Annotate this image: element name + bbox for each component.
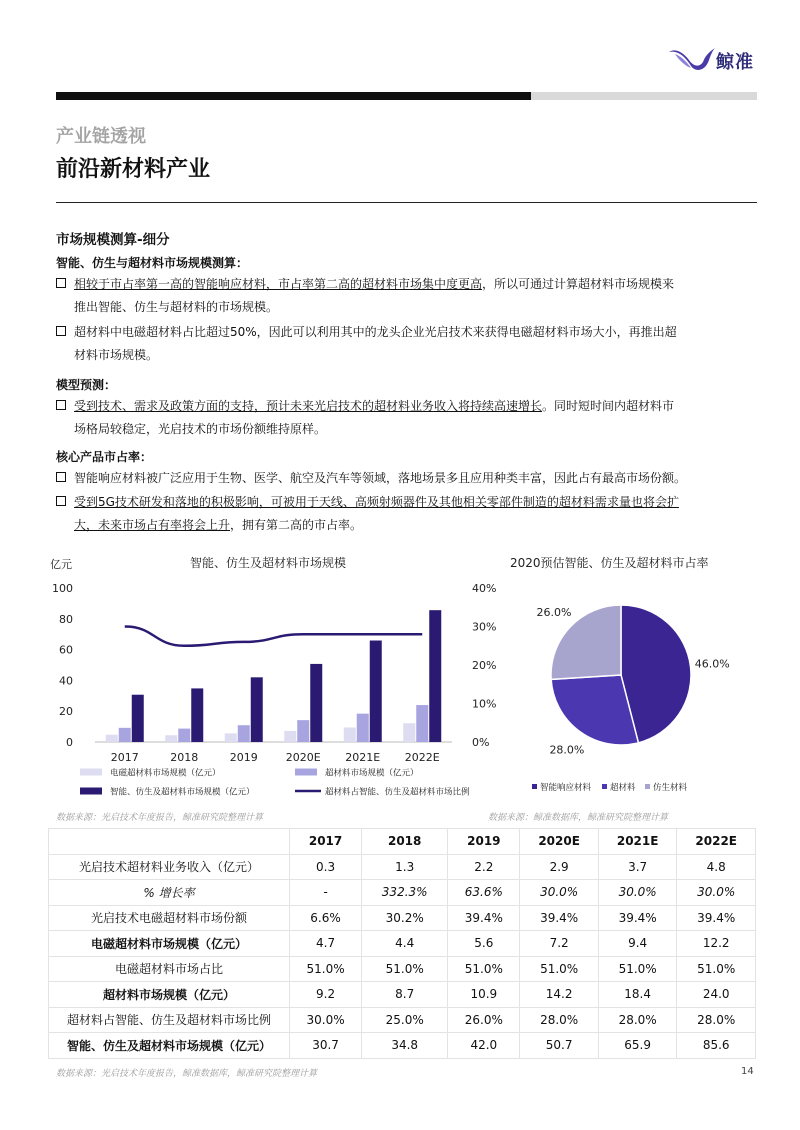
table-row-label: 光启技术电磁超材料市场份额 xyxy=(49,905,290,931)
bullet-text-underlined: 相较于市占率第一高的智能响应材料，市占率第二高的超材料市场集中度更高 xyxy=(74,277,483,291)
bar xyxy=(416,705,428,742)
pie-legend-swatch xyxy=(532,784,537,789)
table-row xyxy=(49,956,756,982)
table-cell: 28.0% xyxy=(677,1007,756,1033)
table-row xyxy=(49,1007,756,1033)
table-cell: 18.4 xyxy=(598,982,677,1008)
bullet-text: 场格局较稳定，光启技术的市场份额维持原样。 xyxy=(74,422,327,436)
market-data-table xyxy=(48,828,756,1059)
table-cell: 0.3 xyxy=(290,854,362,880)
bullet-item xyxy=(56,273,756,319)
table-cell: 6.6% xyxy=(290,905,362,931)
y2-tick-label: 40% xyxy=(472,582,497,595)
group-title: 模型预测： xyxy=(56,378,117,392)
y2-tick-label: 0% xyxy=(472,736,490,749)
table-row xyxy=(49,905,756,931)
bar xyxy=(344,728,356,742)
bar xyxy=(119,728,131,742)
header-bar xyxy=(56,92,531,100)
table-cell: 2.9 xyxy=(520,854,599,880)
table-cell: 25.0% xyxy=(362,1007,448,1033)
table-row-label: 超材料占智能、仿生及超材料市场比例 xyxy=(49,1007,290,1033)
section-label: 产业链透视 xyxy=(56,126,146,147)
pie-legend-label: 仿生材料 xyxy=(653,783,688,793)
table-cell: 51.0% xyxy=(290,956,362,982)
bar xyxy=(370,641,382,742)
table-row-label: 智能、仿生及超材料市场规模（亿元） xyxy=(49,1033,290,1059)
pie-legend-swatch xyxy=(645,784,650,789)
table-cell: 5.6 xyxy=(448,931,520,957)
y-tick-label: 60 xyxy=(59,643,73,657)
pie-data-label: 28.0% xyxy=(549,743,585,757)
y-tick-label: 40 xyxy=(59,674,73,688)
bullet-box-icon xyxy=(56,496,66,506)
table-header-cell: 2017 xyxy=(290,829,362,855)
bar xyxy=(132,695,144,742)
market-size-chart xyxy=(40,548,500,810)
bar xyxy=(191,688,203,742)
bullet-item xyxy=(56,467,756,490)
table-header-cell: 2018 xyxy=(362,829,448,855)
chart-title: 智能、仿生及超材料市场规模 xyxy=(190,556,347,570)
group-title: 智能、仿生与超材料市场规模测算： xyxy=(56,256,249,270)
x-tick-label: 2021E xyxy=(345,751,381,764)
table-cell: 51.0% xyxy=(362,956,448,982)
table-cell: 4.8 xyxy=(677,854,756,880)
table-row-label: 电磁超材料市场规模（亿元） xyxy=(49,931,290,957)
bullet-text-underlined: 受到技术、需求及政策方面的支持，预计未来光启技术的超材料业务收入将持续高速增长 xyxy=(74,399,543,413)
table-cell: 51.0% xyxy=(520,956,599,982)
legend-label: 超材料市场规模（亿元） xyxy=(325,768,419,779)
legend-swatch xyxy=(295,769,317,776)
table-cell: 51.0% xyxy=(448,956,520,982)
bullet-box-icon xyxy=(56,400,66,410)
pie-legend-swatch xyxy=(602,784,607,789)
table-cell: 30.0% xyxy=(520,880,599,906)
table-header-cell: 2022E xyxy=(677,829,756,855)
y-tick-label: 20 xyxy=(59,705,73,719)
table-cell: 30.7 xyxy=(290,1033,362,1059)
pie-title: 2020预估智能、仿生及超材料市占率 xyxy=(510,556,709,570)
bar xyxy=(310,664,322,742)
block-title: 市场规模测算-细分 xyxy=(56,232,170,248)
table-cell: 51.0% xyxy=(677,956,756,982)
bullet-item xyxy=(56,321,756,367)
bullet-item xyxy=(56,491,756,537)
table-cell: 26.0% xyxy=(448,1007,520,1033)
table-cell: 51.0% xyxy=(598,956,677,982)
table-row-label: % 增长率 xyxy=(49,880,290,906)
table-cell: 8.7 xyxy=(362,982,448,1008)
table-cell: 24.0 xyxy=(677,982,756,1008)
legend-label: 电磁超材料市场规模（亿元） xyxy=(110,768,221,779)
table-cell: 3.7 xyxy=(598,854,677,880)
table-cell: 7.2 xyxy=(520,931,599,957)
bar xyxy=(297,720,309,742)
table-cell: 30.0% xyxy=(290,1007,362,1033)
table-header-cell xyxy=(49,829,290,855)
pie-source-note: 数据来源：鲸准数据库，鲸准研究院整理计算 xyxy=(488,813,669,823)
legend-swatch xyxy=(80,769,102,776)
table-cell: 28.0% xyxy=(598,1007,677,1033)
table-cell: 65.9 xyxy=(598,1033,677,1059)
table-cell: 28.0% xyxy=(520,1007,599,1033)
y-axis-label: 亿元 xyxy=(50,558,72,571)
bullet-box-icon xyxy=(56,326,66,336)
table-cell: 1.3 xyxy=(362,854,448,880)
bar xyxy=(284,731,296,742)
table-row xyxy=(49,1033,756,1059)
table-cell: 4.4 xyxy=(362,931,448,957)
table-row xyxy=(49,854,756,880)
y2-tick-label: 10% xyxy=(472,697,497,711)
table-cell: 30.2% xyxy=(362,905,448,931)
table-row xyxy=(49,931,756,957)
bullet-text: 智能响应材料被广泛应用于生物、医学、航空及汽车等领域，落地场景多且应用种类丰富，因此占有最高市场份额。 xyxy=(74,471,687,485)
y-tick-label: 80 xyxy=(59,612,73,626)
bullet-text-underlined: 受到5G技术研发和落地的积极影响，可被用于天线、高频射频器件及其他相关零部件制造的超材料需求量也将会扩 xyxy=(74,495,679,509)
table-cell: 39.4% xyxy=(598,905,677,931)
table-cell: 12.2 xyxy=(677,931,756,957)
x-tick-label: 2022E xyxy=(404,751,440,764)
table-cell: 2.2 xyxy=(448,854,520,880)
group-title: 核心产品市占率： xyxy=(56,450,153,464)
table-cell: 39.4% xyxy=(520,905,599,931)
pie-data-label: 26.0% xyxy=(536,606,572,620)
table-header-cell: 2019 xyxy=(448,829,520,855)
bullet-text: 材料市场规模。 xyxy=(74,348,159,362)
table-cell: 10.9 xyxy=(448,982,520,1008)
bullet-text: ，所以可通过计算超材料市场规模来 xyxy=(482,277,675,291)
x-tick-label: 2017 xyxy=(110,751,139,764)
table-cell: 4.7 xyxy=(290,931,362,957)
table-cell: 50.7 xyxy=(520,1033,599,1059)
bar xyxy=(251,677,263,742)
bar xyxy=(165,735,177,742)
table-header-cell: 2020E xyxy=(520,829,599,855)
pie-legend-label: 智能响应材料 xyxy=(540,783,592,793)
table-cell: 9.4 xyxy=(598,931,677,957)
table-row-label: 超材料市场规模（亿元） xyxy=(49,982,290,1008)
bullet-item xyxy=(56,395,756,441)
header-bar-light xyxy=(531,92,757,100)
bar xyxy=(225,733,237,742)
legend-label: 超材料占智能、仿生及超材料市场比例 xyxy=(325,787,470,798)
bar xyxy=(357,714,369,742)
table-row-label: 电磁超材料市场占比 xyxy=(49,956,290,982)
table-row-label: 光启技术超材料业务收入（亿元） xyxy=(49,854,290,880)
x-tick-label: 2020E xyxy=(285,751,321,764)
chart-source-note: 数据来源：光启技术年度报告，鲸准研究院整理计算 xyxy=(56,813,264,823)
table-cell: 332.3% xyxy=(362,880,448,906)
table-header-row xyxy=(49,829,756,855)
y2-tick-label: 20% xyxy=(472,659,497,672)
x-tick-label: 2018 xyxy=(170,751,199,764)
page-title: 前沿新材料产业 xyxy=(56,157,211,182)
bullet-text-underlined: 大，未来市场占有率将会上升 xyxy=(74,518,231,532)
table-header-cell: 2021E xyxy=(598,829,677,855)
table-cell: 42.0 xyxy=(448,1033,520,1059)
table-cell: 30.0% xyxy=(677,880,756,906)
table-cell: 34.8 xyxy=(362,1033,448,1059)
bullet-box-icon xyxy=(56,472,66,482)
table-cell: 39.4% xyxy=(448,905,520,931)
table-cell: 30.0% xyxy=(598,880,677,906)
bullet-text: 。同时短时间内超材料市 xyxy=(542,399,675,413)
bullet-text: ，拥有第二高的市占率。 xyxy=(230,518,363,532)
table-source-note: 数据来源：光启技术年度报告，鲸准数据库，鲸准研究院整理计算 xyxy=(56,1069,318,1079)
title-divider xyxy=(56,202,757,203)
table-cell: 9.2 xyxy=(290,982,362,1008)
bullet-text: 推出智能、仿生与超材料的市场规模。 xyxy=(74,300,279,314)
bar xyxy=(403,723,415,742)
y2-tick-label: 30% xyxy=(472,620,497,634)
pie-legend-label: 超材料 xyxy=(610,783,636,793)
page-number: 14 xyxy=(741,1066,754,1077)
table-cell: 85.6 xyxy=(677,1033,756,1059)
brand-name: 鲸准 xyxy=(716,52,754,73)
y-tick-label: 100 xyxy=(52,582,73,595)
bar xyxy=(429,610,441,742)
bar xyxy=(238,725,250,742)
y-tick-label: 0 xyxy=(66,736,73,749)
legend-swatch xyxy=(80,788,102,795)
pie-data-label: 46.0% xyxy=(694,657,730,671)
table-cell: 14.2 xyxy=(520,982,599,1008)
table-cell: 63.6% xyxy=(448,880,520,906)
market-share-pie-chart xyxy=(490,548,760,810)
bullet-text: 超材料中电磁超材料占比超过50%，因此可以利用其中的龙头企业光启技术来获得电磁超材料市场大小，再推出超 xyxy=(74,325,677,339)
bar xyxy=(106,735,118,742)
bar xyxy=(178,729,190,742)
table-row xyxy=(49,880,756,906)
bullet-box-icon xyxy=(56,278,66,288)
x-tick-label: 2019 xyxy=(229,751,258,764)
table-cell: 39.4% xyxy=(677,905,756,931)
table-row xyxy=(49,982,756,1008)
table-cell: - xyxy=(290,880,362,906)
legend-label: 智能、仿生及超材料市场规模（亿元） xyxy=(110,787,255,798)
